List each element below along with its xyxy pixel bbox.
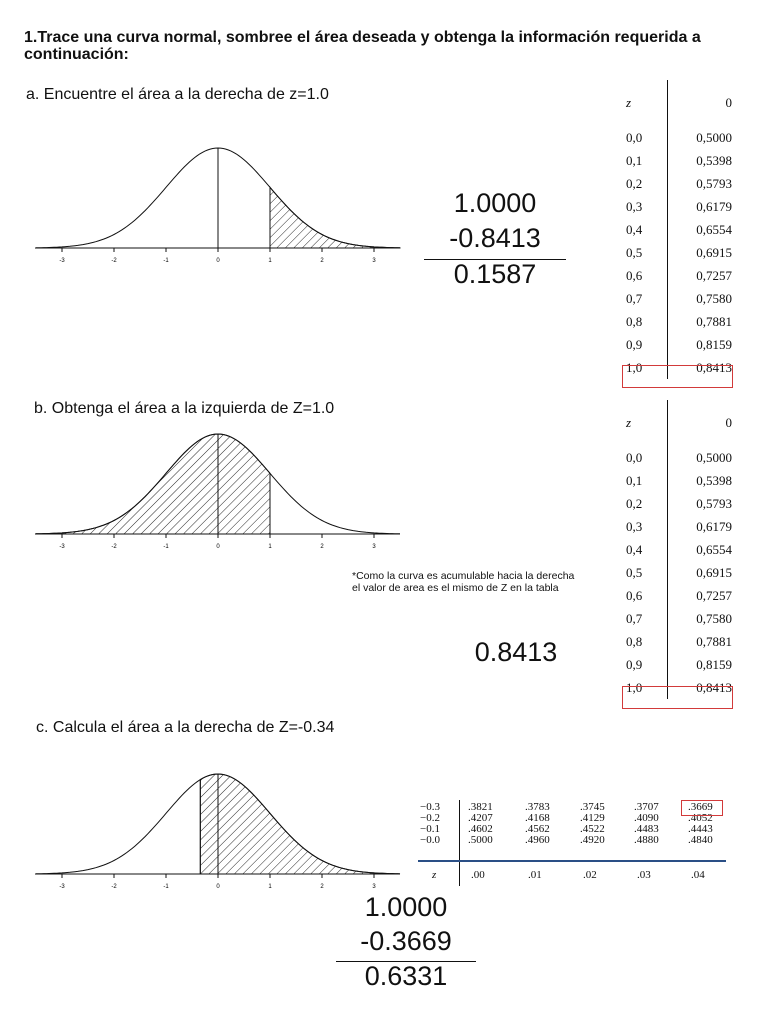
table-row: [622, 607, 736, 630]
question-b: b. Obtenga el área a la izquierda de Z=1.0: [34, 400, 335, 417]
neg-table-col-header: .02: [583, 869, 597, 881]
z-cell: 0,2: [626, 175, 643, 191]
axis-tick-label: -2: [111, 544, 117, 550]
z-cell: 0,2: [626, 495, 643, 511]
table-rule: [418, 860, 726, 862]
normal-curve-c: [30, 764, 405, 899]
table-row: [622, 653, 736, 676]
z-cell: 0,7: [626, 290, 643, 306]
axis-tick-label: -3: [59, 258, 65, 264]
neg-table-col-header: .04: [691, 869, 705, 881]
question-c: c. Calcula el área a la derecha de Z=-0.34: [36, 719, 335, 736]
z-cell: 0,7: [626, 610, 643, 626]
z-cell: 1,0: [626, 359, 643, 375]
axis-tick-label: -3: [59, 884, 65, 890]
value-cell: 0,5398: [668, 469, 737, 492]
calc-a-line1: 1.0000: [453, 188, 537, 218]
calc-a-result: 0.1587: [453, 259, 537, 289]
value-cell: 0,6915: [668, 561, 737, 584]
value-cell: 0,8413: [668, 676, 737, 699]
neg-value-cell: .3821: [468, 801, 493, 813]
neg-value-cell: .3745: [580, 801, 605, 813]
axis-tick-label: 3: [372, 544, 376, 550]
table-row: [622, 515, 736, 538]
note-line2: el valor de area es el mismo de Z en la tabla: [352, 582, 559, 594]
neg-value-cell: .4483: [634, 823, 659, 835]
neg-table-col-header: .00: [471, 869, 485, 881]
highlight-c: [681, 800, 723, 816]
table-row: [622, 630, 736, 653]
z-cell: 0,1: [626, 152, 643, 168]
neg-value-cell: .3783: [525, 801, 550, 813]
calc-c-result: 0.6331: [364, 961, 448, 991]
table-row: [622, 149, 736, 172]
axis-tick-label: 3: [372, 258, 376, 264]
result-b: 0.8413: [474, 637, 558, 667]
table-row: [622, 126, 736, 149]
normal-curve-b: [30, 424, 405, 559]
neg-z-cell: −0.3: [420, 801, 440, 813]
value-cell: 0,5000: [668, 446, 737, 469]
z-cell: 0,1: [626, 472, 643, 488]
z-cell: 0,4: [626, 541, 643, 557]
table-header-value: 0: [668, 80, 737, 126]
z-table-a: [622, 80, 736, 379]
neg-value-cell: .4562: [525, 823, 550, 835]
table-divider: [459, 800, 460, 886]
neg-value-cell: .4602: [468, 823, 493, 835]
table-row: [622, 172, 736, 195]
neg-z-cell: −0.2: [420, 812, 440, 824]
value-cell: 0,8413: [668, 356, 737, 379]
table-row: [622, 287, 736, 310]
z-cell: 0,3: [626, 518, 643, 534]
neg-value-cell: .3669: [688, 801, 713, 813]
table-row: [622, 584, 736, 607]
neg-table-col-header: .01: [528, 869, 542, 881]
axis-tick-label: -2: [111, 884, 117, 890]
neg-value-cell: .5000: [468, 834, 493, 846]
z-cell: 1,0: [626, 679, 643, 695]
z-cell: 0,0: [626, 129, 643, 145]
axis-tick-label: -1: [163, 884, 169, 890]
value-cell: 0,8159: [668, 653, 737, 676]
highlight-b: [622, 686, 733, 709]
z-cell: 0,5: [626, 564, 643, 580]
neg-value-cell: .4052: [688, 812, 713, 824]
table-row: [622, 241, 736, 264]
value-cell: 0,7257: [668, 264, 737, 287]
table-row: [622, 264, 736, 287]
table-row: [622, 492, 736, 515]
table-row: [622, 310, 736, 333]
value-cell: 0,5793: [668, 172, 737, 195]
value-cell: 0,7580: [668, 287, 737, 310]
value-cell: 0,7881: [668, 310, 737, 333]
value-cell: 0,5793: [668, 492, 737, 515]
axis-tick-label: 0: [216, 544, 220, 550]
axis-tick-label: 1: [268, 884, 272, 890]
neg-value-cell: .4960: [525, 834, 550, 846]
neg-z-cell: −0.1: [420, 823, 440, 835]
calc-c-line2: -0.3669: [360, 926, 452, 956]
question-a: a. Encuentre el área a la derecha de z=1.0: [26, 86, 329, 103]
value-cell: 0,6179: [668, 195, 737, 218]
z-cell: 0,3: [626, 198, 643, 214]
neg-value-cell: .4207: [468, 812, 493, 824]
axis-tick-label: 1: [268, 544, 272, 550]
table-header-z: z: [626, 415, 632, 430]
value-cell: 0,8159: [668, 333, 737, 356]
exercise-title: 1.Trace una curva normal, sombree el área deseada y obtenga la información requerida a continuación:: [24, 29, 701, 63]
z-cell: 0,8: [626, 313, 643, 329]
table-row: [622, 195, 736, 218]
table-row: [622, 218, 736, 241]
axis-tick-label: -3: [59, 544, 65, 550]
value-cell: 0,5398: [668, 149, 737, 172]
axis-tick-label: 2: [320, 258, 324, 264]
neg-z-cell: −0.0: [420, 834, 440, 846]
value-cell: 0,6554: [668, 218, 737, 241]
value-cell: 0,6554: [668, 538, 737, 561]
z-cell: 0,8: [626, 633, 643, 649]
neg-value-cell: .4522: [580, 823, 605, 835]
axis-tick-label: 0: [216, 258, 220, 264]
table-header-value: 0: [668, 400, 737, 446]
z-cell: 0,0: [626, 449, 643, 465]
axis-tick-label: -2: [111, 258, 117, 264]
z-cell: 0,5: [626, 244, 643, 260]
neg-value-cell: .4880: [634, 834, 659, 846]
axis-tick-label: -1: [163, 258, 169, 264]
axis-tick-label: 1: [268, 258, 272, 264]
axis-tick-label: 3: [372, 884, 376, 890]
normal-curve-a: [30, 138, 405, 273]
axis-tick-label: 0: [216, 884, 220, 890]
neg-value-cell: .4443: [688, 823, 713, 835]
z-table-b: [622, 400, 736, 699]
neg-value-cell: .3707: [634, 801, 659, 813]
z-cell: 0,4: [626, 221, 643, 237]
neg-value-cell: .4129: [580, 812, 605, 824]
axis-tick-label: -1: [163, 544, 169, 550]
neg-value-cell: .4168: [525, 812, 550, 824]
value-cell: 0,6915: [668, 241, 737, 264]
axis-tick-label: 2: [320, 544, 324, 550]
z-cell: 0,9: [626, 336, 643, 352]
table-row: [622, 538, 736, 561]
neg-value-cell: .4840: [688, 834, 713, 846]
note-line1: *Como la curva es acumulable hacia la derecha: [352, 570, 575, 582]
table-row: [622, 333, 736, 356]
value-cell: 0,7257: [668, 584, 737, 607]
calc-a-line2: -0.8413: [449, 223, 541, 253]
table-header-z: z: [626, 95, 632, 110]
value-cell: 0,7580: [668, 607, 737, 630]
z-cell: 0,6: [626, 267, 643, 283]
value-cell: 0,5000: [668, 126, 737, 149]
value-cell: 0,7881: [668, 630, 737, 653]
table-row: [622, 561, 736, 584]
neg-value-cell: .4090: [634, 812, 659, 824]
highlight-a: [622, 365, 733, 388]
calc-c-line1: 1.0000: [364, 892, 448, 922]
neg-value-cell: .4920: [580, 834, 605, 846]
table-row: [622, 469, 736, 492]
z-cell: 0,9: [626, 656, 643, 672]
value-cell: 0,6179: [668, 515, 737, 538]
z-cell: 0,6: [626, 587, 643, 603]
axis-tick-label: 2: [320, 884, 324, 890]
table-row: [622, 446, 736, 469]
neg-table-col-header: .03: [637, 869, 651, 881]
neg-z-table: [418, 800, 728, 890]
neg-table-header-z: z: [432, 869, 437, 881]
